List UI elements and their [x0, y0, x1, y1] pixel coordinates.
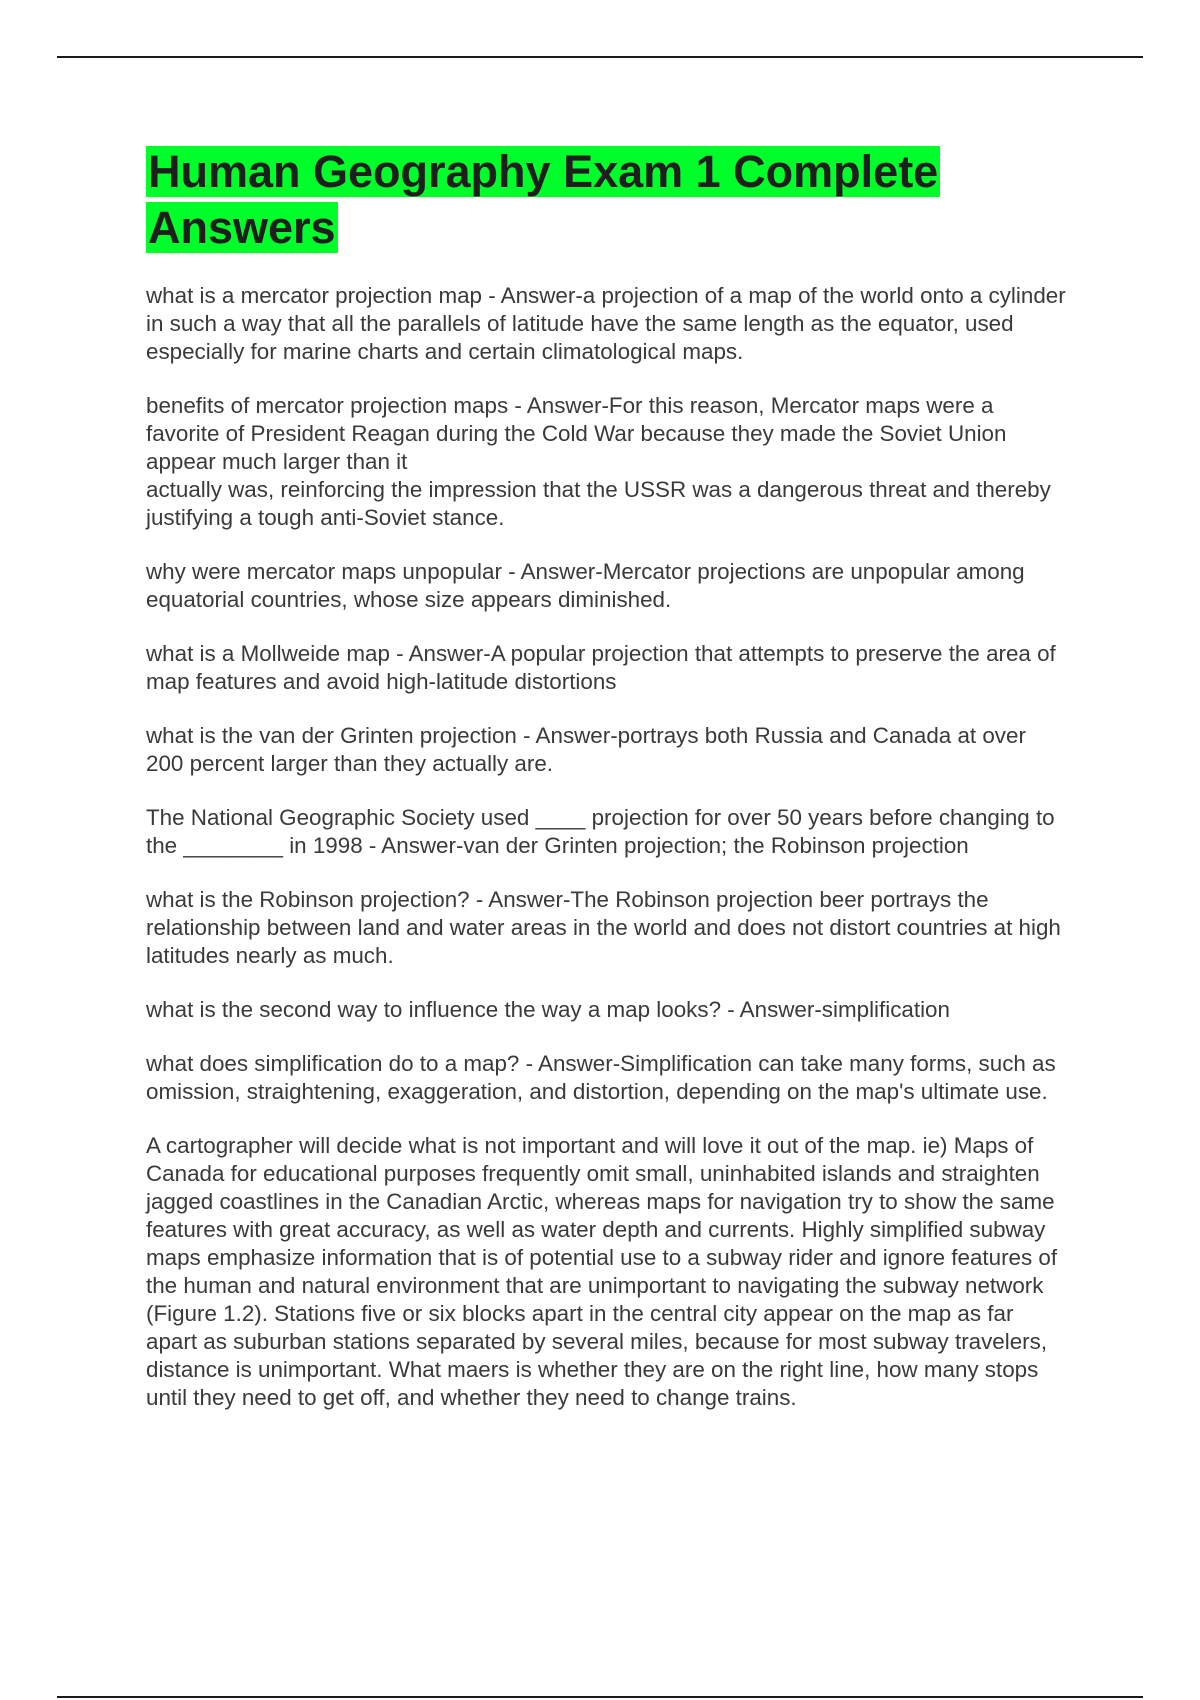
qa-entry-second-way	[146, 996, 1066, 1024]
qa-text: what is the Robinson projection? - Answer-The Robinson projection beer portrays the relationship between land and water areas in the world and does not distort countries at high latitudes nearly as much.	[146, 887, 1061, 968]
qa-entry-van-der-grinten	[146, 722, 1066, 778]
qa-entry-cartographer	[146, 1132, 1066, 1412]
qa-text: benefits of mercator projection maps - Answer-For this reason, Mercator maps were a favorite of President Reagan during the Cold War because they made the Soviet Union appear much larger than it	[146, 393, 1007, 474]
qa-entry-mercator-unpopular	[146, 558, 1066, 614]
qa-text: A cartographer will decide what is not important and will love it out of the map. ie) Maps of Canada for educational purposes frequently omit small, uninhabited islands and straighten jagged coastlines in the Canadian Arctic, whereas maps for navigation try to show the same features with great accuracy, as well as water depth and currents. Highly simplified subway maps emphasize information that is of potential use to a subway rider and ignore features of the human and natural environment that are unimportant to navigating the subway network (Figure 1.2). Stations five or six blocks apart in the central city appear on the map as far apart as suburban stations separated by several miles, because for most subway travelers, distance is unimportant. What maers is whether they are on the right line, how many stops until they need to get off, and whether they need to change trains.	[146, 1133, 1058, 1410]
qa-text-continued: actually was, reinforcing the impression that the USSR was a dangerous threat and thereby justifying a tough anti-Soviet stance.	[146, 477, 1051, 530]
document-title	[146, 144, 1066, 256]
qa-entry-mercator-benefits	[146, 392, 1066, 532]
qa-entry-mercator-definition	[146, 282, 1066, 366]
qa-entry-mollweide	[146, 640, 1066, 696]
qa-entry-simplification	[146, 1050, 1066, 1106]
bottom-rule	[57, 1696, 1143, 1698]
top-rule	[57, 56, 1143, 58]
qa-text: what is a Mollweide map - Answer-A popular projection that attempts to preserve the area of map features and avoid high-latitude distortions	[146, 641, 1056, 694]
qa-text: what does simplification do to a map? - Answer-Simplification can take many forms, such as omission, straightening, exaggeration, and distortion, depending on the map's ultimate use.	[146, 1051, 1056, 1104]
qa-text: what is the second way to influence the way a map looks? - Answer-simplification	[146, 997, 950, 1022]
title-highlight: Human Geography Exam 1 Complete Answers	[148, 146, 939, 253]
qa-entry-national-geographic	[146, 804, 1066, 860]
document-body	[146, 144, 1066, 1438]
qa-text: why were mercator maps unpopular - Answer-Mercator projections are unpopular among equatorial countries, whose size appears diminished.	[146, 559, 1025, 612]
qa-text: what is the van der Grinten projection - Answer-portrays both Russia and Canada at over 200 percent larger than they actually are.	[146, 723, 1026, 776]
qa-entry-robinson	[146, 886, 1066, 970]
qa-text: The National Geographic Society used ____ projection for over 50 years before changing to the ________ in 1998 - Answer-van der Grinten projection; the Robinson projection	[146, 805, 1055, 858]
qa-text: what is a mercator projection map - Answer-a projection of a map of the world onto a cylinder in such a way that all the parallels of latitude have the same length as the equator, used especially for marine charts and certain climatological maps.	[146, 283, 1066, 364]
